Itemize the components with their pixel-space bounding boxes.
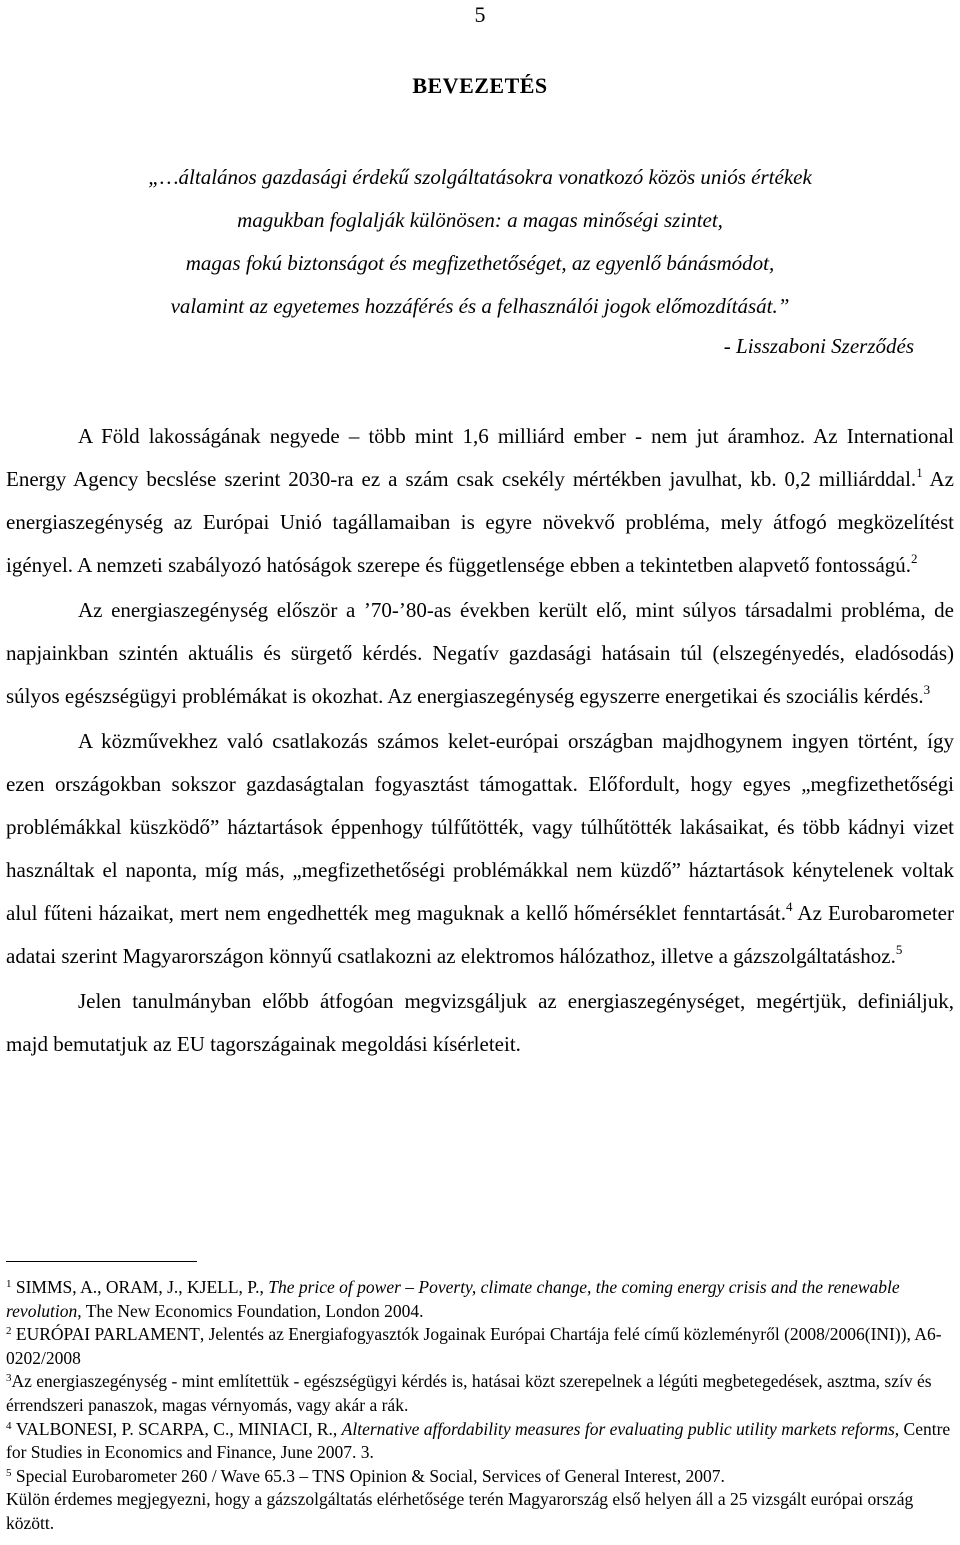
footnotes: [6, 1276, 954, 1536]
motto-line: magukban foglalják különösen: a magas minőségi szintet,: [237, 208, 723, 232]
footnote-number: 3: [6, 1372, 12, 1385]
paragraph-text: Jelen tanulmányban előbb átfogóan megvizsgáljuk az energiaszegénységet, megértjük, definiáljuk, majd bemutatjuk az EU tagországainak megoldási kísérleteit.: [6, 989, 954, 1056]
footnote-number: 5: [6, 1466, 12, 1479]
footnote-number: 4: [6, 1419, 12, 1432]
footnote-ref: 2: [911, 551, 918, 566]
section-title: BEVEZETÉS: [412, 73, 548, 98]
motto-line: valamint az egyetemes hozzáférés és a felhasználói jogok előmozdítását.”: [170, 294, 790, 318]
footnote-text: Az energiaszegénység - mint említettük - egészségügyi kérdés is, hatásai közt szerepelnek a légúti megbetegedések, asztma, szív és érrendszeri panaszok, magas vérnyomás, vagy akár a rák.: [6, 1371, 932, 1415]
footnote-4: [6, 1418, 954, 1465]
footnote-authors: EURÓPAI PARLAMENT: [15, 1324, 200, 1345]
footnote-authors: SIMMS, A., ORAM, J., KJELL, P.: [15, 1277, 260, 1297]
footnote-text: , The New Economics Foundation, London 2004.: [77, 1300, 424, 1321]
body-text: [6, 415, 954, 1066]
footnote-ref: 5: [895, 942, 903, 957]
page-number: 5: [474, 2, 486, 27]
paragraph: [6, 589, 954, 718]
footnote-number: 2: [6, 1325, 12, 1338]
motto-source: - Lisszaboni Szerződés: [723, 334, 914, 358]
footnote-title: The price of power – Poverty, climate change, the coming energy crisis and the renewable revolution: [6, 1277, 900, 1321]
paragraph: [6, 720, 954, 978]
paragraph-text: Az energiaszegénység az Európai Unió tagállamaiban is egyre növekvő probléma, mely átfogó megközelítést igényel. A nemzeti szabályozó hatóságok szerepe és függetlensége ebben a tekintetben alapvető fontosságú.: [6, 467, 954, 577]
paragraph: [6, 980, 954, 1066]
paragraph-text: A közművekhez való csatlakozás számos kelet-európai országban majdhogynem ingyen történt, így ezen országokban sokszor gazdaságtalan fogyasztást támogattak. Előfordult, hogy egyes „megfizethetőségi problémákkal küszködő” háztartások éppenhogy túlfűtötték, vagy túlhűtötték lakásaikat, és több kádnyi vizet használtak el naponta, míg más, „megfizethetőségi problémákkal nem küzdő” háztartások kénytelenek voltak alul fűteni házaikat, mert nem engedhették meg maguknak a kellő hőmérséklet fenntartását.: [6, 729, 954, 925]
motto-quote: [0, 156, 960, 328]
footnote-text: , Centre for Studies in Economics and Finance, June 2007. 3.: [6, 1418, 951, 1463]
paragraph-text: Az energiaszegénység először a ’70-’80-as években került elő, mint súlyos társadalmi probléma, de napjainkban szintén aktuális és sürgető kérdés. Negatív gazdasági hatásain túl (elszegényedés, eladósodás) súlyos egészségügyi problémákat is okozhat. Az energiaszegénység egyszerre energetikai és szociális kérdés.: [6, 598, 954, 708]
paragraph-text: Az Eurobarometer adatai szerint Magyarországon könnyű csatlakozni az elektromos hálózathoz, illetve a gázszolgáltatáshoz.: [6, 901, 954, 968]
paragraph-text: A Föld lakosságának negyede – több mint 1,6 milliárd ember - nem jut áramhoz. Az International Energy Agency becslése szerint 2030-ra ez a szám csak csekély mértékben javulhat, kb. 0,2 milliárddal.: [6, 424, 954, 491]
footnote-ref: 4: [785, 899, 793, 914]
footnote-1: [6, 1276, 954, 1323]
footnote-separator-text: ,: [332, 1418, 342, 1439]
footnote-authors: VALBONESI, P. SCARPA, C., MINIACI, R.: [15, 1418, 333, 1439]
footnote-separator-text: ,: [259, 1277, 269, 1297]
paragraph: [6, 415, 954, 587]
footnote-2: [6, 1323, 954, 1370]
footnote-ref: 1: [916, 465, 923, 480]
motto-line: magas fokú biztonságot és megfizethetőséget, az egyenlő bánásmódot,: [185, 251, 775, 275]
footnote-3: [6, 1370, 954, 1417]
footnote-title: Alternative affordability measures for evaluating public utility markets reforms: [341, 1418, 895, 1439]
footnote-text: , Jelentés az Energiafogyasztók Jogainak Európai Chartája felé című közleményről (2008/2006(INI)), A6-0202/2008: [6, 1324, 942, 1368]
footnote-5: [6, 1465, 954, 1489]
motto-line: „…általános gazdasági érdekű szolgáltatásokra vonatkozó közös uniós értékek: [148, 165, 812, 189]
footnote-text: Special Eurobarometer 260 / Wave 65.3 – TNS Opinion & Social, Services of General Interest, 2007.: [15, 1465, 725, 1486]
footnote-ref: 3: [923, 682, 931, 697]
footnote-number: 1: [6, 1278, 12, 1290]
footnote-separator: [6, 1261, 197, 1262]
footnote-5-note: Külön érdemes megjegyezni, hogy a gázszolgáltatás elérhetősége terén Magyarország első helyen áll a 25 vizsgált európai ország között.: [6, 1489, 914, 1533]
